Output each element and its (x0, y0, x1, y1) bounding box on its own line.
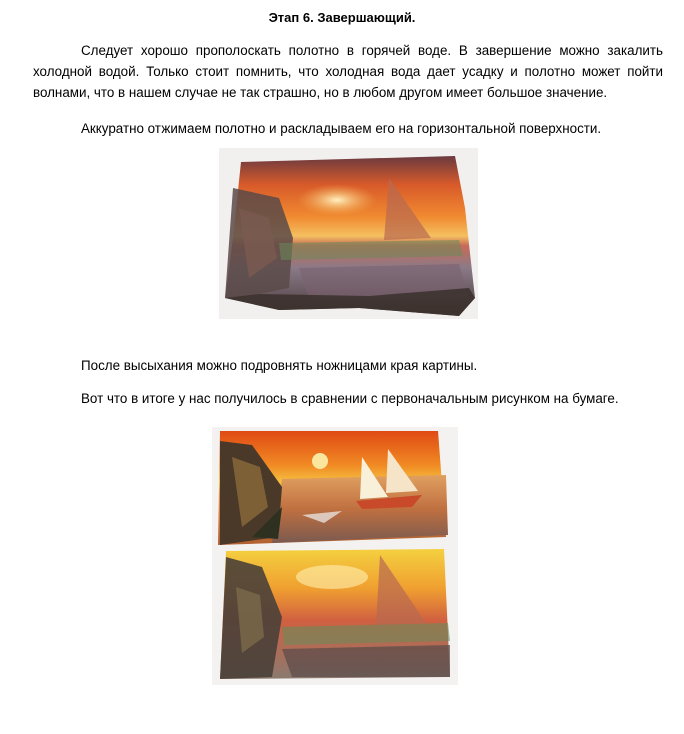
paragraph-wring: Аккуратно отжимаем полотно и раскладываем его на горизонтальной поверхности. (81, 121, 602, 136)
comparison-photo (212, 427, 458, 685)
paragraph-rinse: Следует хорошо прополоскать полотно в горячей воде. В завершение можно закалить холодной водой. Только стоит помнить, что холодная вода дает усадку и полотно может пойти волнами, что в нашем случае не так страшно, но в любом другом имеет большое значение. (33, 43, 663, 100)
paragraph-result: Вот что в итоге у нас получилось в сравнении с первоначальным рисунком на бумаге. (81, 391, 619, 406)
felt-canvas-photo (219, 148, 478, 319)
section-heading: Этап 6. Завершающий. (268, 10, 416, 25)
paragraph-trim: После высыхания можно подровнять ножницами края картины. (81, 358, 478, 373)
